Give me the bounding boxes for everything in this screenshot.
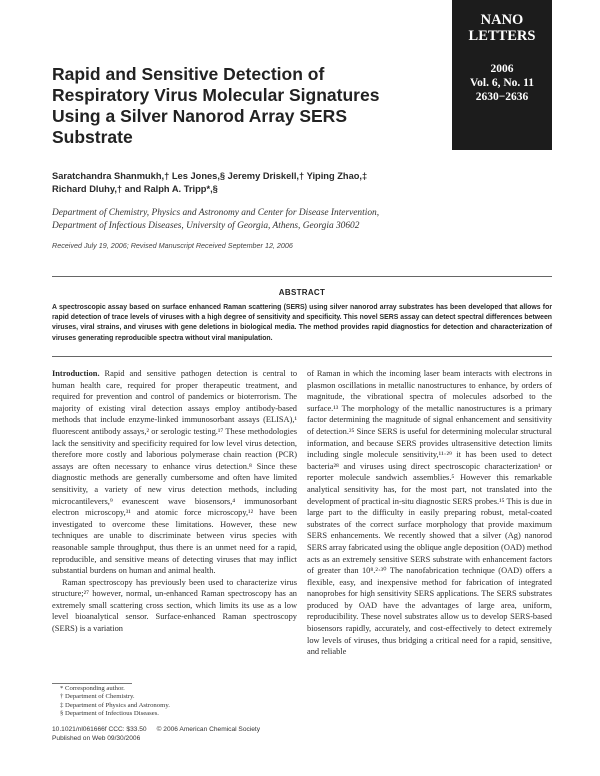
doi-row — [52, 726, 352, 735]
journal-name-line1: NANO — [480, 12, 524, 28]
journal-name-line2: LETTERS — [468, 28, 536, 44]
authors-line-2: Richard Dluhy,† and Ralph A. Tripp*,§ — [52, 184, 218, 194]
affiliation-line-2: Department of Infectious Diseases, University of Georgia, Athens, Georgia 30602 — [52, 221, 360, 232]
intro-label: Introduction. — [52, 369, 100, 378]
copyright: © 2006 American Chemical Society — [156, 726, 261, 733]
footnotes — [60, 685, 290, 718]
published-date: Published on Web 09/30/2006 — [52, 734, 141, 742]
affiliation-line-1: Department of Chemistry, Physics and Astronomy and Center for Disease Intervention, — [52, 208, 380, 218]
journal-volume: Vol. 6, No. 11 — [469, 77, 535, 89]
journal-pages: 2630−2636 — [475, 91, 529, 103]
footnote-physics: ‡ Department of Physics and Astronomy. — [60, 701, 170, 709]
journal-name — [452, 12, 552, 44]
journal-year: 2006 — [490, 63, 514, 75]
footnote-infectious: § Department of Infectious Diseases. — [60, 709, 159, 717]
intro-paragraph — [52, 368, 297, 577]
authors-line-1: Saratchandra Shanmukh,† Les Jones,§ Jeremy Driskell,† Yiping Zhao,‡ — [52, 171, 368, 181]
abstract-top-rule — [52, 276, 552, 277]
abstract-heading: ABSTRACT — [278, 288, 326, 297]
body-column-right — [307, 368, 552, 658]
received-dates: Received July 19, 2006; Revised Manuscript Received September 12, 2006 — [52, 241, 293, 250]
raman-paragraph: Raman spectroscopy has previously been used to characterize virus structure;²⁷ however, normal, un-enhanced Raman spectroscopy has an extremely small scattering cross section, which limits its use as a low level bioanalytical sensor. Surface-enhanced Raman spectroscopy (SERS) is a variation — [52, 577, 297, 634]
abstract-text: A spectroscopic assay based on surface enhanced Raman scattering (SERS) using silver nanorod array substrates has been developed that allows for rapid detection of trace levels of viruses with a high degree of sensitivity and specificity. This novel SERS assay can detect spectral differences between viruses, viral strains, and viruses with gene deletions in biological media. The method provides rapid diagnostics for detection and characterization of viruses generating reproducible spectra without viral manipulation. — [52, 304, 552, 342]
publication-info — [52, 726, 352, 743]
article-title: Rapid and Sensitive Detection of Respiratory Virus Molecular Signatures Using a Silver Nanorod Array SERS Substrate — [52, 64, 380, 147]
doi-code: 10.1021/nl061666f CCC: $33.50 — [52, 726, 147, 733]
author-list — [52, 170, 372, 196]
abstract-bottom-rule — [52, 356, 552, 357]
sers-paragraph: of Raman in which the incoming laser beam interacts with electrons in plasmon oscillations in metallic nanostructures to enhance, by orders of magnitude, the vibrational spectra of molecules adsorbed to the surface.¹³ The morphology of the metallic nanostructures is a primary factor determining the magnitude of signal enhancement and sensitivity of detection.²⁵ Since SERS is useful for determining molecular structural information, and because SERS provides ultrasensitive detection limits including single molecule sensitivity,¹¹·²⁹ it has been used to detect bacteria²⁸ and viruses using direct spectroscopic characterization¹ or reporter molecule sandwich assemblies.⁵ However this remarkable analytical sensitivity has, for the most part, not translated into the development of practical in-situ diagnostic SERS probes.¹⁵ This is due in large part to the difficulty in easily preparing robust, metal-coated substrates of the correct surface morphology that provide maximum SERS enhancements. We recently showed that a silver (Ag) nanorod SERS array fabricated using the oblique angle deposition (OAD) method acts as an extremely sensitive SERS substrate with enhancement factors of greater than 10⁸.²·³⁰ The nanofabrication technique (OAD) offers a flexible, easy, and inexpensive method for fabrication of integrated nanoprobes for high sensitivity SERS applications. The SERS substrates produced by OAD have the advantages of large area, uniform, reproducibility. These novel substrates allow us to develop SERS-based biosensors rapidly, accurately, and cost-effectively to detect extremely low levels of viruses, thus bridging a critical need for a rapid, sensitive, and reliable — [307, 369, 552, 657]
journal-banner — [452, 0, 552, 150]
footnote-rule — [52, 683, 132, 684]
body-column-left — [52, 368, 297, 635]
journal-issue — [452, 62, 552, 104]
footnote-corresponding: * Corresponding author. — [60, 685, 125, 692]
affiliation — [52, 207, 482, 233]
intro-text: Rapid and sensitive pathogen detection is central to human health care, required for proper therapeutic treatment, and required for prevention and control of pandemics or bioterrorism. The majority of existing viral detection assays employ antibody-based methods that include enzyme-linked immunosorbant assays (ELISA),¹ fluorescent antibody assays,² or serologic testing.¹⁷ These methodologies lack the sensitivity and specificity required for low level virus detection, therefore more costly and laborious polymerase chain reaction (PCR) assays are often necessary to enhance virus detection.⁸ Since these diagnostic methods are generally cumbersome and often have limited sensitivity, a variety of new virus detection methods, including microcantilevers,⁹ evanescent wave biosensors,⁴ immunosorbant electron microscopy,³¹ and atomic force microscopy,¹² have been investigated to overcome these limitations. However, these new techniques are unable to discriminate between virus species with reasonable sample throughput, thus there is an unmet need for a rapid, reproducible, and sensitive means of detecting viruses that may inflict substantial burdens on human and animal health. — [52, 369, 298, 576]
footnote-chemistry: † Department of Chemistry. — [60, 693, 135, 701]
